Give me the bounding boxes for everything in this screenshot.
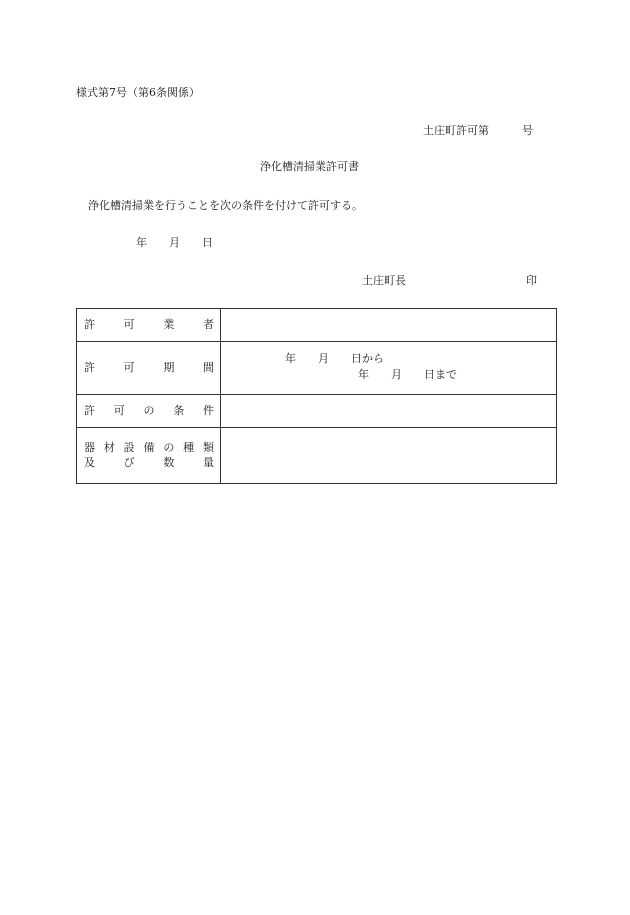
value-equipment[interactable]	[221, 428, 557, 484]
label-equipment	[77, 428, 221, 484]
label-char: 許	[84, 318, 95, 331]
label-char: 備	[143, 441, 155, 454]
value-conditions[interactable]	[221, 395, 557, 428]
period-to: 年 月 日まで	[358, 368, 457, 381]
label-conditions	[77, 395, 221, 428]
issue-date: 年 月 日	[136, 236, 213, 249]
label-char: 類	[202, 441, 214, 454]
label-char: 業	[163, 318, 175, 331]
label-char: 設	[123, 441, 135, 454]
label-char: 者	[202, 318, 214, 331]
label-char: 可	[123, 318, 135, 331]
label-char: 材	[103, 441, 115, 454]
label-char: の	[163, 441, 175, 454]
label-char: 件	[203, 404, 214, 417]
value-period[interactable]	[221, 342, 557, 395]
label-char: 間	[202, 361, 214, 374]
document-title: 浄化槽清掃業許可書	[260, 160, 359, 173]
label-char: 種	[183, 441, 195, 454]
issuer-name: 土庄町長	[362, 274, 406, 287]
label-char: 期	[163, 361, 175, 374]
permit-statement: 浄化槽清掃業を行うことを次の条件を付けて許可する。	[88, 199, 363, 212]
table-row-equipment	[77, 428, 557, 484]
table-row-conditions	[77, 395, 557, 428]
label-period	[77, 342, 221, 395]
form-number: 様式第7号（第6条関係）	[76, 86, 200, 99]
seal-mark: 印	[526, 274, 537, 287]
label-char: 許	[84, 404, 95, 417]
permit-number: 土庄町許可第 号	[423, 124, 533, 137]
label-char: 器	[84, 441, 95, 454]
label-char: 可	[113, 404, 125, 417]
label-char: 数	[163, 456, 175, 469]
permit-table	[76, 308, 557, 484]
period-from: 年 月 日から	[285, 352, 384, 365]
label-char: 可	[123, 361, 135, 374]
label-char: び	[123, 456, 135, 469]
label-char: の	[143, 404, 155, 417]
label-char: 量	[202, 456, 214, 469]
label-char: 及	[84, 456, 95, 469]
label-char: 許	[84, 361, 95, 374]
label-licensee	[77, 309, 221, 342]
table-row-licensee	[77, 309, 557, 342]
label-char: 条	[173, 404, 185, 417]
table-row-period	[77, 342, 557, 395]
value-licensee[interactable]	[221, 309, 557, 342]
